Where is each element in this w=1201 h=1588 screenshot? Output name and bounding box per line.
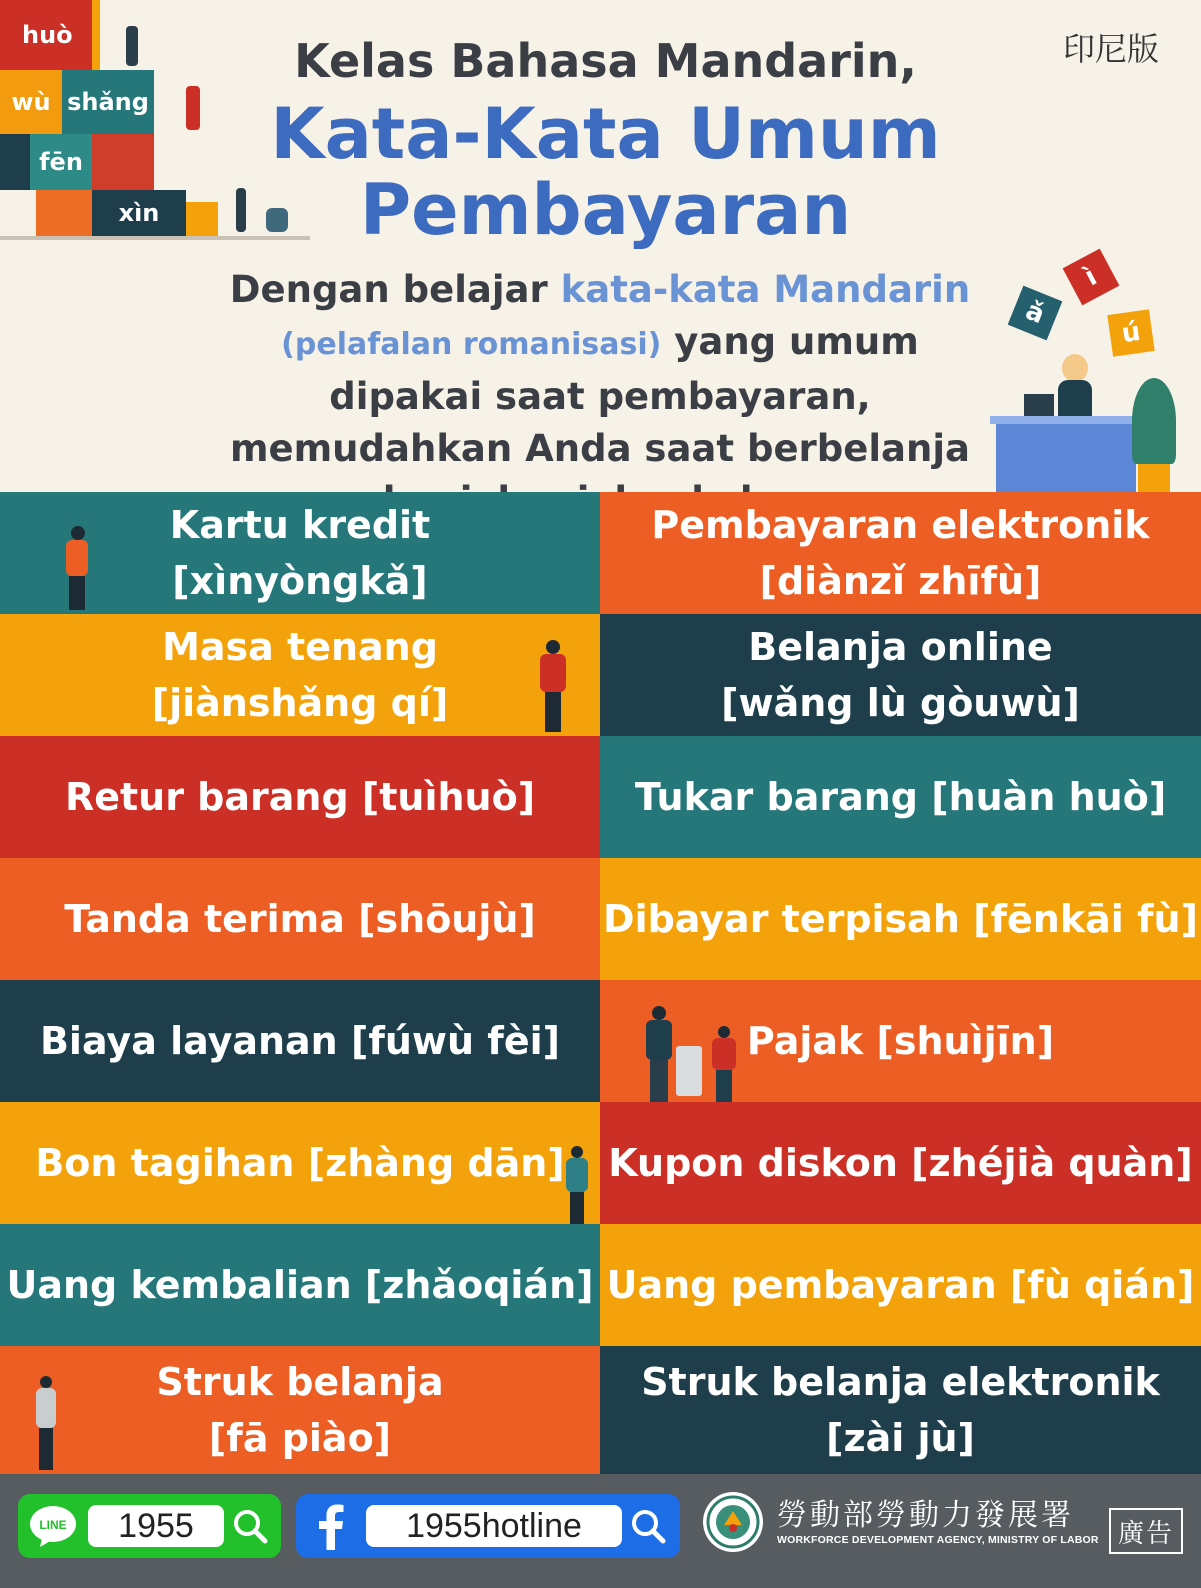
block-orange: wù bbox=[0, 70, 62, 134]
vocab-return-term: Retur barang [tuìhuò] bbox=[64, 775, 536, 819]
block-teal: shǎng bbox=[62, 70, 154, 134]
vocab-coupon-term: Kupon diskon [zhéjià quàn] bbox=[608, 1141, 1193, 1185]
vocab-tax-term: Pajak [shuìjīn] bbox=[746, 1019, 1055, 1063]
letter-tile-yellow: ú bbox=[1107, 309, 1154, 356]
vocab-card-payment-money bbox=[600, 1224, 1201, 1346]
vocab-e-invoice-term: Struk belanja elektronik bbox=[641, 1360, 1160, 1404]
vocab-card-tax bbox=[600, 980, 1201, 1102]
vocab-change-term: Uang kembalian [zhǎoqián] bbox=[6, 1263, 594, 1307]
intro-part1: Dengan belajar bbox=[229, 268, 561, 311]
agency-block bbox=[703, 1492, 1099, 1552]
letter-tile-navy: ǎ bbox=[1008, 286, 1063, 341]
agency-name-en: WORKFORCE DEVELOPMENT AGENCY, MINISTRY OF LABOR bbox=[777, 1534, 1099, 1546]
vocab-card-exchange bbox=[600, 736, 1201, 858]
vocab-bill-term: Bon tagihan [zhàng dān] bbox=[35, 1141, 565, 1185]
cashier-body bbox=[1058, 380, 1092, 420]
facebook-id-field[interactable]: 1955hotline bbox=[366, 1505, 622, 1547]
vocab-exchange-term: Tukar barang [huàn huò] bbox=[634, 775, 1167, 819]
line-icon bbox=[18, 1494, 88, 1558]
plant-leaves bbox=[1132, 378, 1176, 464]
vocab-grace-period-pinyin: [jiànshǎng qí] bbox=[151, 681, 449, 725]
vocab-invoice-term: Struk belanja bbox=[156, 1360, 444, 1404]
counter-top bbox=[990, 416, 1142, 424]
facebook-search-icon[interactable] bbox=[622, 1494, 674, 1558]
plant-pot bbox=[1138, 462, 1170, 492]
facebook-icon bbox=[296, 1494, 366, 1558]
vocab-online-shopping-pinyin: [wǎng lù gòuwù] bbox=[721, 681, 1080, 725]
vocab-card-invoice bbox=[0, 1346, 600, 1474]
vocab-card-e-payment bbox=[600, 492, 1201, 614]
vocab-split-payment-term: Dibayar terpisah [fēnkāi fù] bbox=[603, 897, 1198, 941]
vocab-grace-period-term: Masa tenang bbox=[162, 625, 438, 669]
vocab-grid bbox=[0, 492, 1201, 1474]
facebook-contact[interactable] bbox=[296, 1494, 680, 1558]
vocab-online-shopping-term: Belanja online bbox=[748, 625, 1053, 669]
title-line3: Pembayaran bbox=[359, 169, 852, 251]
vocab-card-e-invoice bbox=[600, 1346, 1201, 1474]
agency-name bbox=[777, 1498, 1099, 1546]
vocab-service-fee-term: Biaya layanan [fúwù fèi] bbox=[39, 1019, 561, 1063]
person-figure bbox=[36, 1376, 56, 1470]
vocab-card-coupon bbox=[600, 1102, 1201, 1224]
agency-name-cn: 勞動部勞動力發展署 bbox=[777, 1498, 1074, 1533]
vocab-card-return bbox=[0, 736, 600, 858]
shopping-figures bbox=[644, 1006, 740, 1102]
vocab-card-credit-card bbox=[0, 492, 600, 614]
person-figure bbox=[540, 640, 566, 732]
person-figure bbox=[566, 1146, 588, 1224]
cashier-head bbox=[1062, 354, 1088, 382]
vocab-card-change bbox=[0, 1224, 600, 1346]
vocab-e-payment-term: Pembayaran elektronik bbox=[651, 503, 1150, 547]
counter-desk bbox=[996, 420, 1136, 492]
line-id-field[interactable]: 1955 bbox=[88, 1505, 224, 1547]
agency-logo-icon bbox=[703, 1492, 763, 1552]
person-figure bbox=[66, 526, 88, 610]
vocab-card-grace-period bbox=[0, 614, 600, 736]
vocab-card-split-payment bbox=[600, 858, 1201, 980]
vocab-card-bill bbox=[0, 1102, 600, 1224]
block-red: huò bbox=[0, 0, 92, 70]
vocab-e-invoice-pinyin: [zài jù] bbox=[826, 1416, 975, 1460]
line-contact[interactable] bbox=[18, 1494, 281, 1558]
letter-tile-red: ì bbox=[1063, 249, 1120, 306]
title-line2: Kata-Kata Umum bbox=[270, 93, 941, 175]
intro-paragraph bbox=[210, 264, 990, 527]
register-screen bbox=[1024, 394, 1054, 418]
header bbox=[0, 0, 1201, 492]
vocab-credit-card-pinyin: [xìnyòngkǎ] bbox=[172, 559, 428, 603]
footer bbox=[0, 1474, 1201, 1588]
vocab-e-payment-pinyin: [diànzǐ zhīfù] bbox=[759, 559, 1042, 603]
vocab-payment-money-term: Uang pembayaran [fù qián] bbox=[606, 1263, 1195, 1307]
vocab-invoice-pinyin: [fā piào] bbox=[208, 1416, 392, 1460]
ad-badge: 廣告 bbox=[1109, 1508, 1183, 1554]
vocab-receipt-term: Tanda terima [shōujù] bbox=[64, 897, 536, 941]
line-search-icon[interactable] bbox=[224, 1494, 276, 1558]
vocab-credit-card-term: Kartu kredit bbox=[169, 503, 431, 547]
vocab-card-receipt bbox=[0, 858, 600, 980]
vocab-card-service-fee bbox=[0, 980, 600, 1102]
vocab-card-online-shopping bbox=[600, 614, 1201, 736]
intro-part2: yang umum dipakai saat pembayaran, memudahkan Anda saat berbelanja bbox=[229, 320, 971, 470]
block-teal-2: fēn bbox=[30, 134, 92, 190]
intro-romanization: (pelafalan romanisasi) bbox=[281, 327, 662, 362]
block-navy: xìn bbox=[92, 190, 186, 236]
edition-label: 印尼版 bbox=[1062, 30, 1159, 68]
title-main bbox=[0, 93, 1201, 251]
line-icon-label: LINE bbox=[39, 1518, 67, 1532]
intro-highlight: kata-kata Mandarin bbox=[560, 268, 971, 311]
title-line1: Kelas Bahasa Mandarin, bbox=[294, 34, 917, 88]
